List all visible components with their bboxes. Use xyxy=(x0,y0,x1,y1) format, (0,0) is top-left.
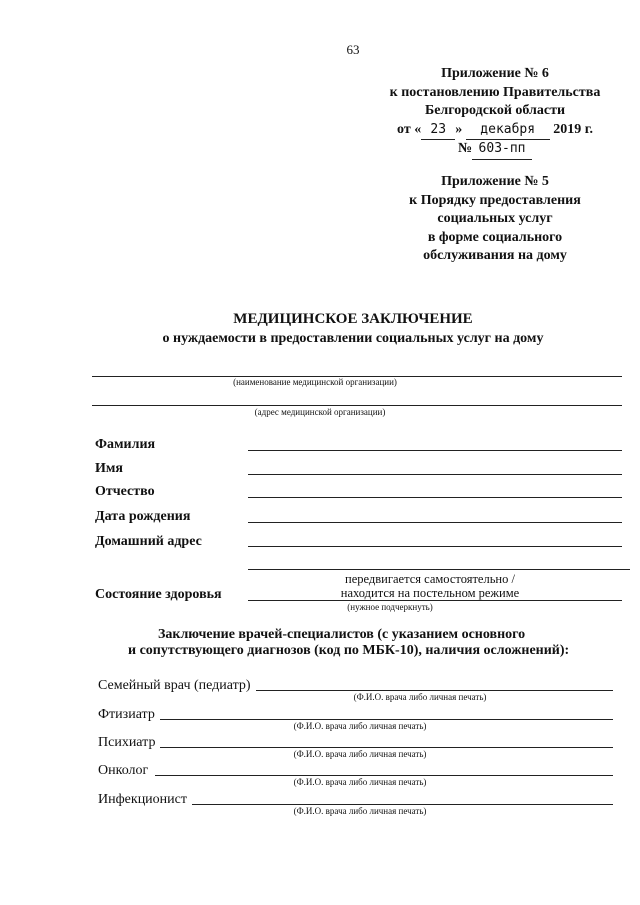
family-doctor-label: Семейный врач (педиатр) xyxy=(98,678,251,693)
name-field[interactable] xyxy=(248,474,622,475)
appendix-6-line2: Белгородской области xyxy=(424,103,566,118)
appendix-5-line4: обслуживания на дому xyxy=(423,248,567,263)
appendix-5-title: Приложение № 5 xyxy=(441,174,549,189)
health-option-2: находится на постельном режиме xyxy=(340,586,520,600)
birth-date-label: Дата рождения xyxy=(95,509,191,524)
birth-date-field[interactable] xyxy=(248,522,622,523)
org-address-caption: (адрес медицинской организации) xyxy=(254,407,386,417)
health-field[interactable] xyxy=(248,600,622,601)
oncologist-caption: (Ф.И.О. врача либо личная печать) xyxy=(293,777,427,787)
psychiatrist-caption: (Ф.И.О. врача либо личная печать) xyxy=(293,749,427,759)
specialists-heading-1: Заключение врачей-специалистов (с указанием основного xyxy=(158,627,526,642)
surname-field[interactable] xyxy=(248,450,622,451)
psychiatrist-label: Психиатр xyxy=(98,735,156,750)
phthisiatrician-field[interactable] xyxy=(160,719,613,720)
appendix-5-line1: к Порядку предоставления xyxy=(409,192,581,208)
date-year: 2019 г. xyxy=(553,121,593,137)
date-day: 23 xyxy=(421,121,455,141)
oncologist-label: Онколог xyxy=(98,763,149,778)
health-label: Состояние здоровья xyxy=(95,587,222,602)
infectionist-label: Инфекционист xyxy=(98,792,187,807)
appendix-5-block xyxy=(340,173,640,266)
org-address-line[interactable] xyxy=(92,405,622,406)
phthisiatrician-label: Фтизиатр xyxy=(98,707,155,722)
document-subtitle: о нуждаемости в предоставлении социальных услуг на дому xyxy=(162,331,544,346)
document-title: МЕДИЦИНСКОЕ ЗАКЛЮЧЕНИЕ xyxy=(233,311,473,327)
family-doctor-caption: (Ф.И.О. врача либо личная печать) xyxy=(353,692,487,702)
page-number: 63 xyxy=(346,42,360,57)
health-caption: (нужное подчеркнуть) xyxy=(347,602,433,612)
specialists-heading-2: и сопутствующего диагнозов (код по МБК-10), наличия осложнений): xyxy=(128,643,570,658)
infectionist-caption: (Ф.И.О. врача либо личная печать) xyxy=(293,806,427,816)
date-mid: » xyxy=(455,121,463,137)
infectionist-field[interactable] xyxy=(192,804,613,805)
oncologist-field[interactable] xyxy=(155,775,613,776)
appendix-5-line2: социальных услуг xyxy=(437,211,553,226)
appendix-5-line3: в форме социального xyxy=(427,229,563,245)
phthisiatrician-caption: (Ф.И.О. врача либо личная печать) xyxy=(293,721,427,731)
health-option-1: передвигается самостоятельно / xyxy=(345,572,515,586)
number-value: 603-пп xyxy=(472,140,532,160)
date-month: декабря xyxy=(466,121,550,141)
home-address-field-2[interactable] xyxy=(248,569,630,570)
family-doctor-field[interactable] xyxy=(256,690,613,691)
psychiatrist-field[interactable] xyxy=(160,747,613,748)
appendix-6-line1: к постановлению Правительства xyxy=(389,84,601,100)
appendix-6-date xyxy=(340,121,640,141)
appendix-6-block xyxy=(340,65,640,160)
org-name-caption: (наименование медицинской организации) xyxy=(233,377,397,387)
date-prefix: от « xyxy=(397,121,422,137)
appendix-6-number xyxy=(340,140,640,160)
home-address-label: Домашний адрес xyxy=(95,534,202,549)
surname-label: Фамилия xyxy=(95,437,156,452)
name-label: Имя xyxy=(95,461,123,476)
appendix-6-title: Приложение № 6 xyxy=(441,66,549,81)
home-address-field[interactable] xyxy=(248,546,622,547)
patronymic-field[interactable] xyxy=(248,497,622,498)
patronymic-label: Отчество xyxy=(95,484,155,499)
number-prefix: № xyxy=(457,141,473,156)
